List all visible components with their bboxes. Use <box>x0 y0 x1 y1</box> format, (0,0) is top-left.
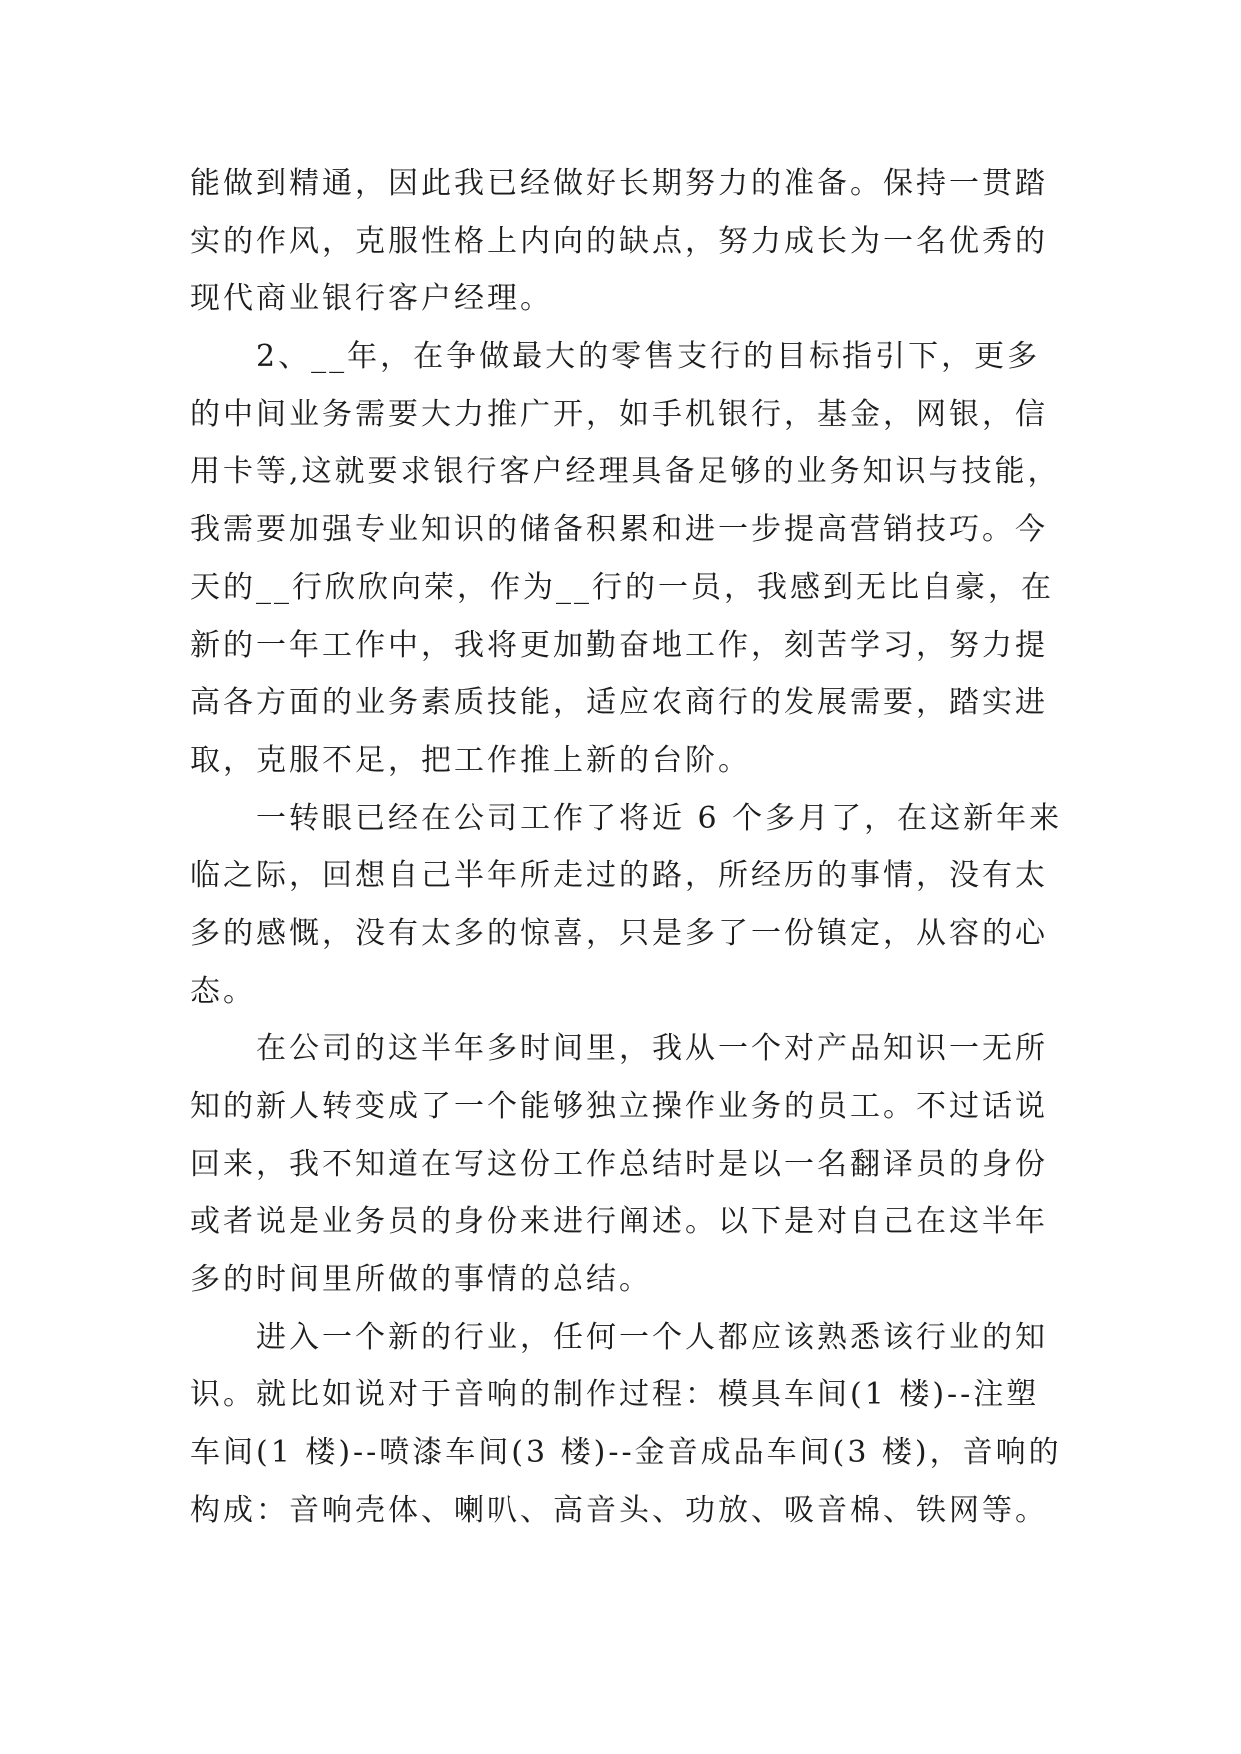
text-line: 现代商业银行客户经理。 <box>190 281 553 317</box>
text-line: 能做到精通，因此我已经做好长期努力的准备。保持一贯踏 <box>190 166 1048 201</box>
text-line: 多的感慨，没有太多的惊喜，只是多了一份镇定，从容的心 <box>190 915 1048 951</box>
text-line: 一转眼已经在公司工作了将近 6 个多月了，在这新年来 <box>256 800 1063 836</box>
body-text <box>190 155 1070 1540</box>
text-line: 2、__年，在争做最大的零售支行的目标指引下，更多 <box>256 339 1041 375</box>
text-line: 识。就比如说对于音响的制作过程：模具车间(1 楼)--注塑 <box>190 1377 1040 1413</box>
text-line: 或者说是业务员的身份来进行阐述。以下是对自己在这半年 <box>190 1204 1048 1240</box>
text-line: 态。 <box>190 973 256 1009</box>
text-line: 用卡等,这就要求银行客户经理具备足够的业务知识与技能， <box>190 454 1061 490</box>
text-line: 新的一年工作中，我将更加勤奋地工作，刻苦学习，努力提 <box>190 627 1048 663</box>
text-line: 多的时间里所做的事情的总结。 <box>190 1262 652 1298</box>
text-line: 临之际，回想自己半年所走过的路，所经历的事情，没有太 <box>190 858 1048 894</box>
text-line: 天的__行欣欣向荣，作为__行的一员，我感到无比自豪，在 <box>190 569 1054 605</box>
text-line: 我需要加强专业知识的储备积累和进一步提高营销技巧。今 <box>190 512 1048 548</box>
text-line: 进入一个新的行业，任何一个人都应该熟悉该行业的知 <box>256 1319 1048 1355</box>
text-line: 取，克服不足，把工作推上新的台阶。 <box>190 742 751 778</box>
text-line: 的中间业务需要大力推广开，如手机银行，基金，网银，信 <box>190 396 1048 432</box>
text-line: 回来，我不知道在写这份工作总结时是以一名翻译员的身份 <box>190 1146 1048 1182</box>
text-line: 高各方面的业务素质技能，适应农商行的发展需要，踏实进 <box>190 685 1048 721</box>
text-line: 实的作风，克服性格上内向的缺点，努力成长为一名优秀的 <box>190 223 1048 259</box>
text-line: 车间(1 楼)--喷漆车间(3 楼)--金音成品车间(3 楼)，音响的 <box>190 1435 1062 1471</box>
text-line: 知的新人转变成了一个能够独立操作业务的员工。不过话说 <box>190 1089 1048 1124</box>
text-line: 构成：音响壳体、喇叭、高音头、功放、吸音棉、铁网等。 <box>190 1492 1048 1528</box>
text-line: 在公司的这半年多时间里，我从一个对产品知识一无所 <box>256 1031 1048 1067</box>
